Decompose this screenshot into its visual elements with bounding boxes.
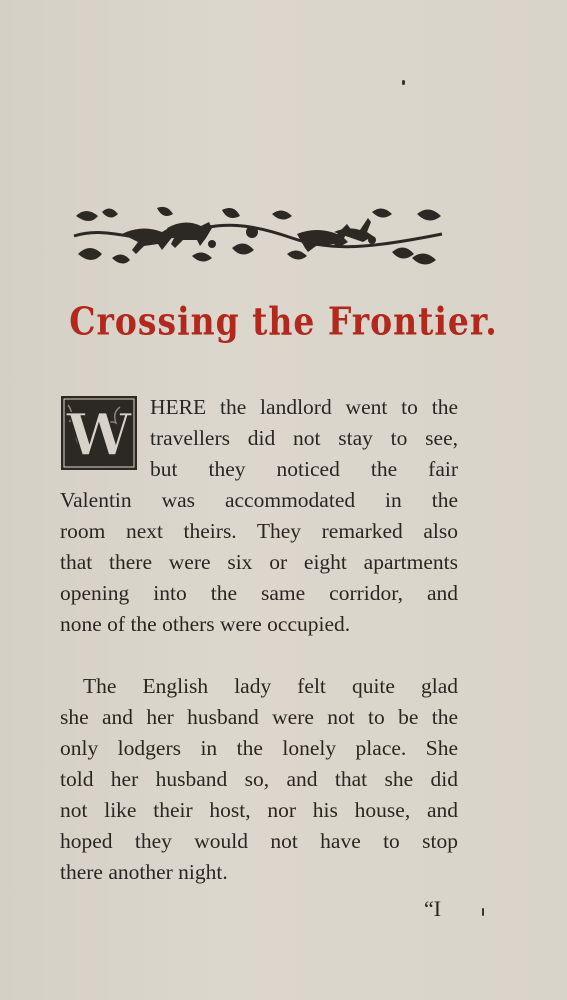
paragraph2-line: told her husband so, and that she did xyxy=(60,767,458,791)
paragraph2-line: The English lady felt quite glad xyxy=(83,674,458,698)
paragraph2-line: there another night. xyxy=(60,860,228,884)
paragraph2-line: not like their host, nor his house, and xyxy=(60,798,458,822)
paragraph2-line: hoped they would not have to stop xyxy=(60,829,458,853)
decorative-header-band-icon xyxy=(72,204,444,270)
catchword: “I xyxy=(424,896,442,921)
paragraph1-line: but they noticed the fair xyxy=(150,457,458,481)
paragraph1-line: room next theirs. They remarked also xyxy=(60,519,458,543)
paragraph1-line: that there were six or eight apartments xyxy=(60,550,458,574)
ink-speck xyxy=(402,80,405,85)
illuminated-dropcap-icon xyxy=(60,395,138,471)
paragraph1-line: HERE the landlord went to the xyxy=(150,395,458,419)
paragraph2-line: only lodgers in the lonely place. She xyxy=(60,736,458,760)
ink-speck xyxy=(482,908,484,916)
paragraph1-line: Valentin was accommodated in the xyxy=(60,488,458,512)
paragraph2-line: she and her husband were not to be the xyxy=(60,705,458,729)
paragraph1-line: opening into the same corridor, and xyxy=(60,581,458,605)
paragraph1-line: none of the others were occupied. xyxy=(60,612,351,636)
paragraph1-line: travellers did not stay to see, xyxy=(150,426,458,450)
chapter-title: Crossing the Frontier. xyxy=(69,299,498,344)
dropcap-letter: W xyxy=(66,401,132,469)
